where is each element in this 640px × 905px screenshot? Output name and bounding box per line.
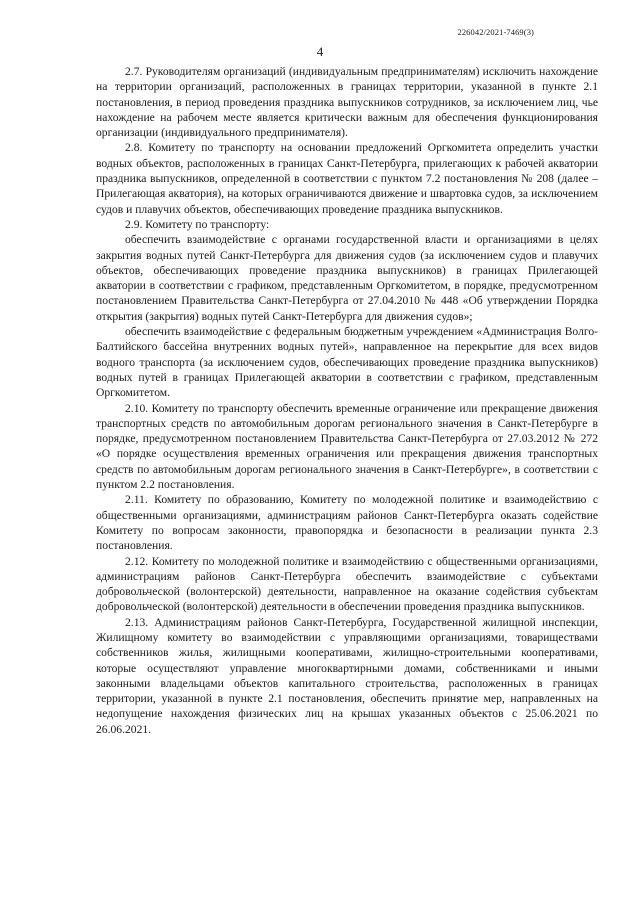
- document-body: [96, 64, 598, 737]
- paragraph-2-13: 2.13. Администрациям районов Санкт-Петербурга, Государственной жилищной инспекции, Жилищному комитету во взаимодействии с управляющими организациями, товариществами собственников жилья, жилищными кооперативами, жилищно-строительными кооперативами, которые осуществляют управление многоквартирными домами, собственниками и иными законными владельцами объектов капитального строительства, расположенных в границах территории, указанной в пункте 2.1 постановления, обеспечить принятие мер, направленных на недопущение нахождения физических лиц на крышах указанных объектов с 25.06.2021 по 26.06.2021.: [96, 615, 598, 736]
- paragraph-2-9-item-1: обеспечить взаимодействие с органами государственной власти и организациями в целях закрытия водных путей Санкт-Петербурга для движения судов (за исключением судов и плавучих объектов, обеспечивающих проведение праздника выпускников) в границах Прилегающей акватории в соответствии с графиком, представленным Оргкомитетом, в порядке, предусмотренном постановлением Правительства Санкт-Петербурга от 27.04.2010 № 448 «Об утверждении Порядка открытия (закрытия) водных путей Санкт-Петербурга для движения судов»;: [96, 233, 598, 323]
- paragraph-2-9-item-2: обеспечить взаимодействие с федеральным бюджетным учреждением «Администрация Волго-Балтийского бассейна внутренних водных путей», направленное на перекрытие для всех видов водного транспорта (за исключением судов, обеспечивающих проведение праздника выпускников) водных путей в границах Прилегающей акватории в соответствии с графиком, представленным Оргкомитетом.: [96, 325, 598, 400]
- paragraph-2-9: 2.9. Комитету по транспорту:: [125, 217, 270, 231]
- paragraph-2-7: 2.7. Руководителям организаций (индивидуальным предпринимателям) исключить нахождение на территории организаций, расположенных в границах территории, указанной в пункте 2.1 постановления, в период проведения праздника выпускников сотрудников, за исключением лиц, чье нахождение на рабочем месте является критически важным для обеспечения функционирования организации (индивидуального предпринимателя).: [96, 65, 598, 140]
- document-registration-number: 226042/2021-7469(3): [457, 27, 534, 37]
- paragraph-2-8: 2.8. Комитету по транспорту на основании предложений Оргкомитета определить участки водных объектов, расположенных в границах Санкт-Петербурга, прилегающих к рабочей акватории праздника выпускников, определенной в соответствии с пунктом 7.2 постановления № 208 (далее – Прилегающая акватория), на которых ограничиваются движение и швартовка судов, за исключением судов и плавучих объектов, обеспечивающих проведение праздника выпускников.: [96, 141, 598, 216]
- paragraph-2-10: 2.10. Комитету по транспорту обеспечить временные ограничение или прекращение движения транспортных средств по автомобильным дорогам регионального значения в Санкт-Петербурге в порядке, предусмотренном постановлением Правительства Санкт-Петербурга от 27.03.2012 № 272 «О порядке осуществления временных ограничения или прекращения движения транспортных средств по автомобильным дорогам регионального значения в Санкт-Петербурге», в соответствии с пунктом 2.2 постановления.: [96, 401, 598, 492]
- paragraph-2-11: 2.11. Комитету по образованию, Комитету по молодежной политике и взаимодействию с общественными организациями, администрациям районов Санкт-Петербурга оказать содействие Комитету по вопросам законности, правопорядка и безопасности в реализации пункта 2.3 постановления.: [96, 493, 598, 553]
- paragraph-2-12: 2.12. Комитету по молодежной политике и взаимодействию с общественными организациями, администрациям районов Санкт-Петербурга обеспечить взаимодействие с субъектами добровольческой (волонтерской) деятельности, направленное на оказание содействия субъектам добровольческой (волонтерской) деятельности в обеспечении проведения праздника выпускников.: [96, 554, 598, 614]
- page-number: 4: [316, 44, 324, 59]
